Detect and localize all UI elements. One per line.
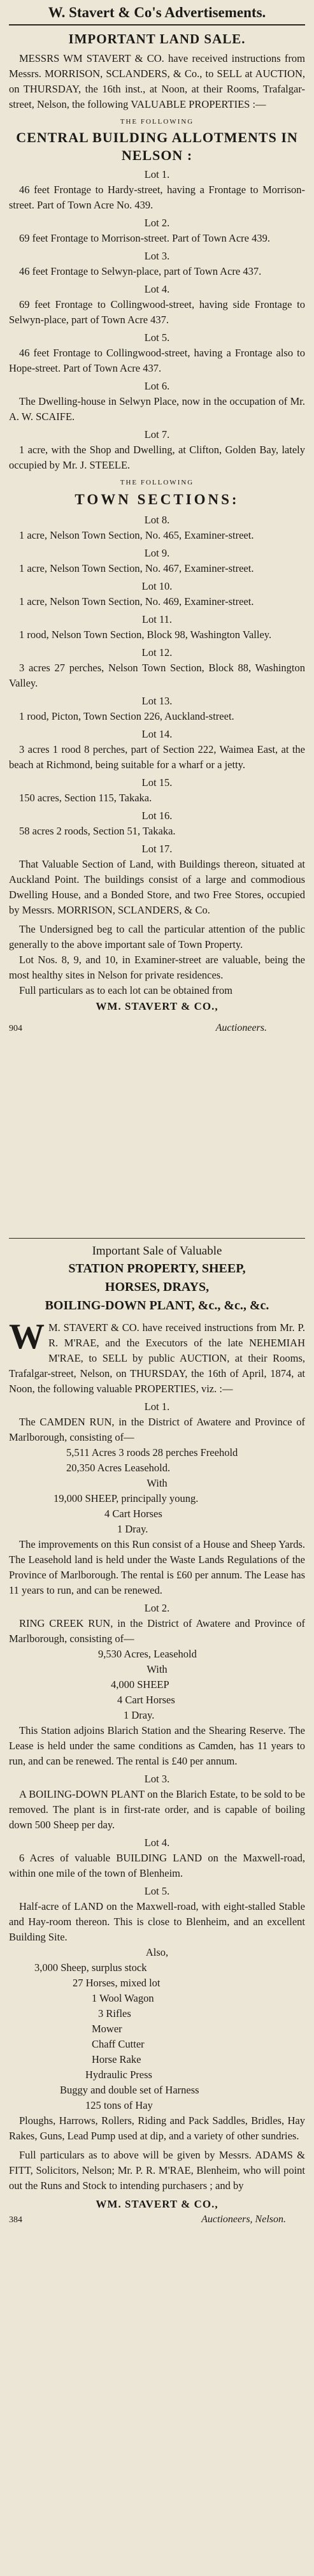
section-heading-town: TOWN SECTIONS:	[75, 491, 239, 507]
lots-town	[9, 513, 305, 918]
lot-description: 1 acre, Nelson Town Section, No. 467, Examiner-street.	[19, 562, 254, 574]
lot-description: 3 acres 1 rood 8 perches, part of Section 222, Waimea East, at the beach at Richmond, being suitable for a wharf or a jetty.	[9, 743, 305, 771]
ad-title-line: STATION PROPERTY, SHEEP,	[68, 1262, 246, 1276]
with-label: With	[146, 1663, 168, 1675]
also-list	[9, 1960, 305, 2113]
ad-reference-number: 904	[9, 1024, 22, 1033]
ad-reference-number: 384	[9, 2215, 22, 2225]
lot-label: Lot 13.	[141, 695, 173, 707]
lot-description: 3 acres 27 perches, Nelson Town Section, Block 88, Washington Valley.	[9, 662, 305, 689]
lot-label: Lot 3.	[144, 250, 170, 262]
lot-label: Lot 4.	[144, 283, 170, 295]
list-item: 27 Horses, mixed lot	[73, 1977, 161, 1989]
lot-label: Lot 1.	[144, 1401, 170, 1413]
list-item: 1 Dray.	[124, 1709, 155, 1721]
closing-paragraph: Lot Nos. 8, 9, and 10, in Examiner-street are valuable, being the most healthy sites in Nelson for private residences.	[9, 954, 305, 981]
section-heading-central: CENTRAL BUILDING ALLOTMENTS IN NELSON :	[16, 129, 298, 163]
list-item: 20,350 Acres Leasehold.	[66, 1462, 171, 1474]
lot-description: That Valuable Section of Land, with Buildings thereon, situated at Auckland Point. The buildings consist of a large and commodious Dwelling House, and a Bonded Store, and two Free Stores, occupied by Messrs. MORRISON, SCLANDERS, & Co.	[9, 858, 305, 916]
ad-intro: MESSRS WM STAVERT & CO. have received instructions from Messrs. MORRISON, SCLANDERS, & Co., to SELL at AUCTION, on THURSDAY, the 16th inst., at Noon, at their Rooms, Trafalgar-street, Nelson, the following VALUABLE PROPERTIES :—	[9, 52, 305, 110]
lot-description: The Dwelling-house in Selwyn Place, now in the occupation of Mr. A. W. SCAIFE.	[9, 395, 305, 423]
lot-label: Lot 15.	[141, 776, 173, 789]
lot-label: Lot 2.	[144, 1602, 170, 1614]
lot-label: Lot 14.	[141, 728, 173, 740]
auctioneer-role: Auctioneers.	[215, 1022, 267, 1033]
lot-description: This Station adjoins Blarich Station and the Shearing Reserve. The Lease is held under the same conditions as Camden, has 11 years to run, and can be renewed. The rental is £40 per annum.	[9, 1724, 305, 1767]
lot-description: A BOILING-DOWN PLANT on the Blarich Estate, to be sold to be removed. The plant is in first-rate order, and is capable of boiling down 500 Sheep per day.	[9, 1788, 305, 1831]
lot-description: RING CREEK RUN, in the District of Awatere and Province of Marlborough, consisting of—	[9, 1617, 305, 1645]
closing-paragraph: Full particulars as to each lot can be obtained from	[19, 984, 232, 996]
lot-description: 69 feet Frontage to Morrison-street. Part of Town Acre 439.	[19, 232, 270, 244]
lot-label: Lot 8.	[144, 514, 170, 526]
station-sale-advertisement	[9, 1242, 305, 2575]
sundries-paragraph: Ploughs, Harrows, Rollers, Riding and Pack Saddles, Bridles, Hay Rakes, Guns, Lead Pump used at dip, and a variety of other sundries.	[9, 2114, 305, 2142]
signoff	[9, 2213, 305, 2227]
list-item: 5,511 Acres 3 roods 28 perches Freehold	[66, 1446, 238, 1459]
drop-cap: W	[9, 1317, 45, 1357]
lot-label: Lot 11.	[141, 613, 173, 625]
lot-label: Lot 3.	[144, 1773, 170, 1785]
lot-description: 1 acre, Nelson Town Section, No. 469, Examiner-street.	[19, 595, 254, 608]
list-item: Mower	[92, 2023, 122, 2035]
ad-title-line: HORSES, DRAYS,	[104, 1280, 210, 1294]
list-item: 1 Wool Wagon	[92, 1992, 154, 2004]
lot-label: Lot 10.	[141, 580, 173, 592]
ad-title: IMPORTANT LAND SALE.	[68, 31, 246, 47]
list-item: 3,000 Sheep, surplus stock	[34, 1961, 147, 1974]
lot-description: 69 feet Frontage to Collingwood-street, having side Frontage to Selwyn-place, part of Town Acre 437.	[9, 298, 305, 326]
lot-label: Lot 16.	[141, 810, 173, 822]
following-label: THE FOLLOWING	[120, 118, 194, 126]
ad-title-line: Important Sale of Valuable	[92, 1244, 222, 1258]
lot-description: 1 rood, Picton, Town Section 226, Auckland-street.	[19, 710, 234, 722]
list-item: 1 Dray.	[117, 1523, 148, 1535]
firm-name: WM. STAVERT & CO.,	[96, 1000, 218, 1012]
list-item: 4,000 SHEEP	[111, 1678, 169, 1691]
with-label: With	[146, 1477, 168, 1489]
lot-description: 1 acre, with the Shop and Dwelling, at Clifton, Golden Bay, lately occupied by Mr. J. STEELE.	[9, 444, 305, 471]
lot-label: Lot 1.	[144, 168, 170, 180]
lot-label: Lot 9.	[144, 547, 170, 559]
lot-label: Lot 4.	[144, 1837, 170, 1849]
list-item: Chaff Cutter	[92, 2038, 145, 2050]
lot-label: Lot 5.	[144, 1885, 170, 1897]
lot-label: Lot 12.	[141, 646, 173, 659]
lot-label: Lot 2.	[144, 217, 170, 229]
closing-paragraph: The Undersigned beg to call the particular attention of the public generally to the above important sale of Town Property.	[9, 923, 305, 950]
lot-description: 150 acres, Section 115, Takaka.	[19, 792, 152, 804]
ad-title-line: BOILING-DOWN PLANT, &c., &c., &c.	[45, 1299, 269, 1313]
also-label: Also,	[145, 1946, 169, 1958]
lot-description: 58 acres 2 roods, Section 51, Takaka.	[19, 825, 176, 837]
firm-name: WM. STAVERT & CO.,	[96, 2198, 218, 2210]
lot-description: 1 acre, Nelson Town Section, No. 465, Examiner-street.	[19, 529, 254, 541]
following-label: THE FOLLOWING	[120, 479, 194, 486]
lot-description: 46 feet Frontage to Selwyn-place, part of Town Acre 437.	[19, 265, 262, 277]
list-item: Hydraulic Press	[85, 2069, 152, 2081]
list-item: Buggy and double set of Harness	[60, 2084, 199, 2096]
lot-description: 46 feet Frontage to Collingwood-street, having a Frontage also to Hope-street. Part of Town Acre 437.	[9, 347, 305, 374]
land-sale-advertisement	[9, 29, 305, 1239]
list-item: 19,000 SHEEP, principally young.	[54, 1492, 199, 1504]
lot-description: The improvements on this Run consist of a House and Sheep Yards. The Leasehold land is held under the Waste Lands Regulations of the Province of Marlborough. The rental is £60 per annum. The Lease has 11 years to run, and can be renewed.	[9, 1538, 305, 1596]
closing-paragraph: Full particulars as to above will be given by Messrs. ADAMS & FITT, Solicitors, Nelson; Mr. P. R. M'RAE, Blenheim, who will point out the Runs and Stock to intending purchasers ; and by	[9, 2149, 305, 2192]
list-item: 3 Rifles	[98, 2007, 131, 2019]
list-item: 4 Cart Horses	[104, 1508, 162, 1520]
masthead-title: W. Stavert & Co's Advertisements.	[9, 4, 305, 25]
list-item: Horse Rake	[92, 2053, 141, 2065]
list-item: 125 tons of Hay	[85, 2099, 153, 2111]
list-item: 4 Cart Horses	[117, 1694, 175, 1706]
lots-central	[9, 167, 305, 473]
lot-description: Half-acre of LAND on the Maxwell-road, with eight-stalled Stable and Hay-room thereon. This is close to Blenheim, and an excellent Building Site.	[9, 1900, 305, 1943]
lot-description: 6 Acres of valuable BUILDING LAND on the Maxwell-road, within one mile of the town of Blenheim.	[9, 1852, 305, 1879]
list-item: 9,530 Acres, Leasehold	[98, 1648, 197, 1660]
lot-label: Lot 17.	[141, 843, 173, 855]
lot-label: Lot 7.	[144, 428, 170, 440]
lot-description: The CAMDEN RUN, in the District of Awatere and Province of Marlborough, consisting of—	[9, 1416, 305, 1443]
signoff	[9, 1021, 305, 1035]
ad-intro: W M. STAVERT & CO. have received instructions from Mr. P. R. M'RAE, and the Executors of the late NEHEMIAH M'RAE, to SELL by public AUCTION, at their Rooms, Trafalgar-street, Nelson, on THURSDAY, the 16th of April, 1874, at Noon, the following valuable PROPERTIES, viz. :—	[9, 1317, 305, 1395]
lot-description: 1 rood, Nelson Town Section, Block 98, Washington Valley.	[19, 629, 272, 641]
auctioneer-role: Auctioneers, Nelson.	[201, 2214, 286, 2225]
lot-label: Lot 5.	[144, 331, 170, 344]
lot-label: Lot 6.	[144, 380, 170, 392]
lot-description: 46 feet Frontage to Hardy-street, having a Frontage to Morrison-street. Part of Town Acre No. 439.	[9, 184, 305, 211]
